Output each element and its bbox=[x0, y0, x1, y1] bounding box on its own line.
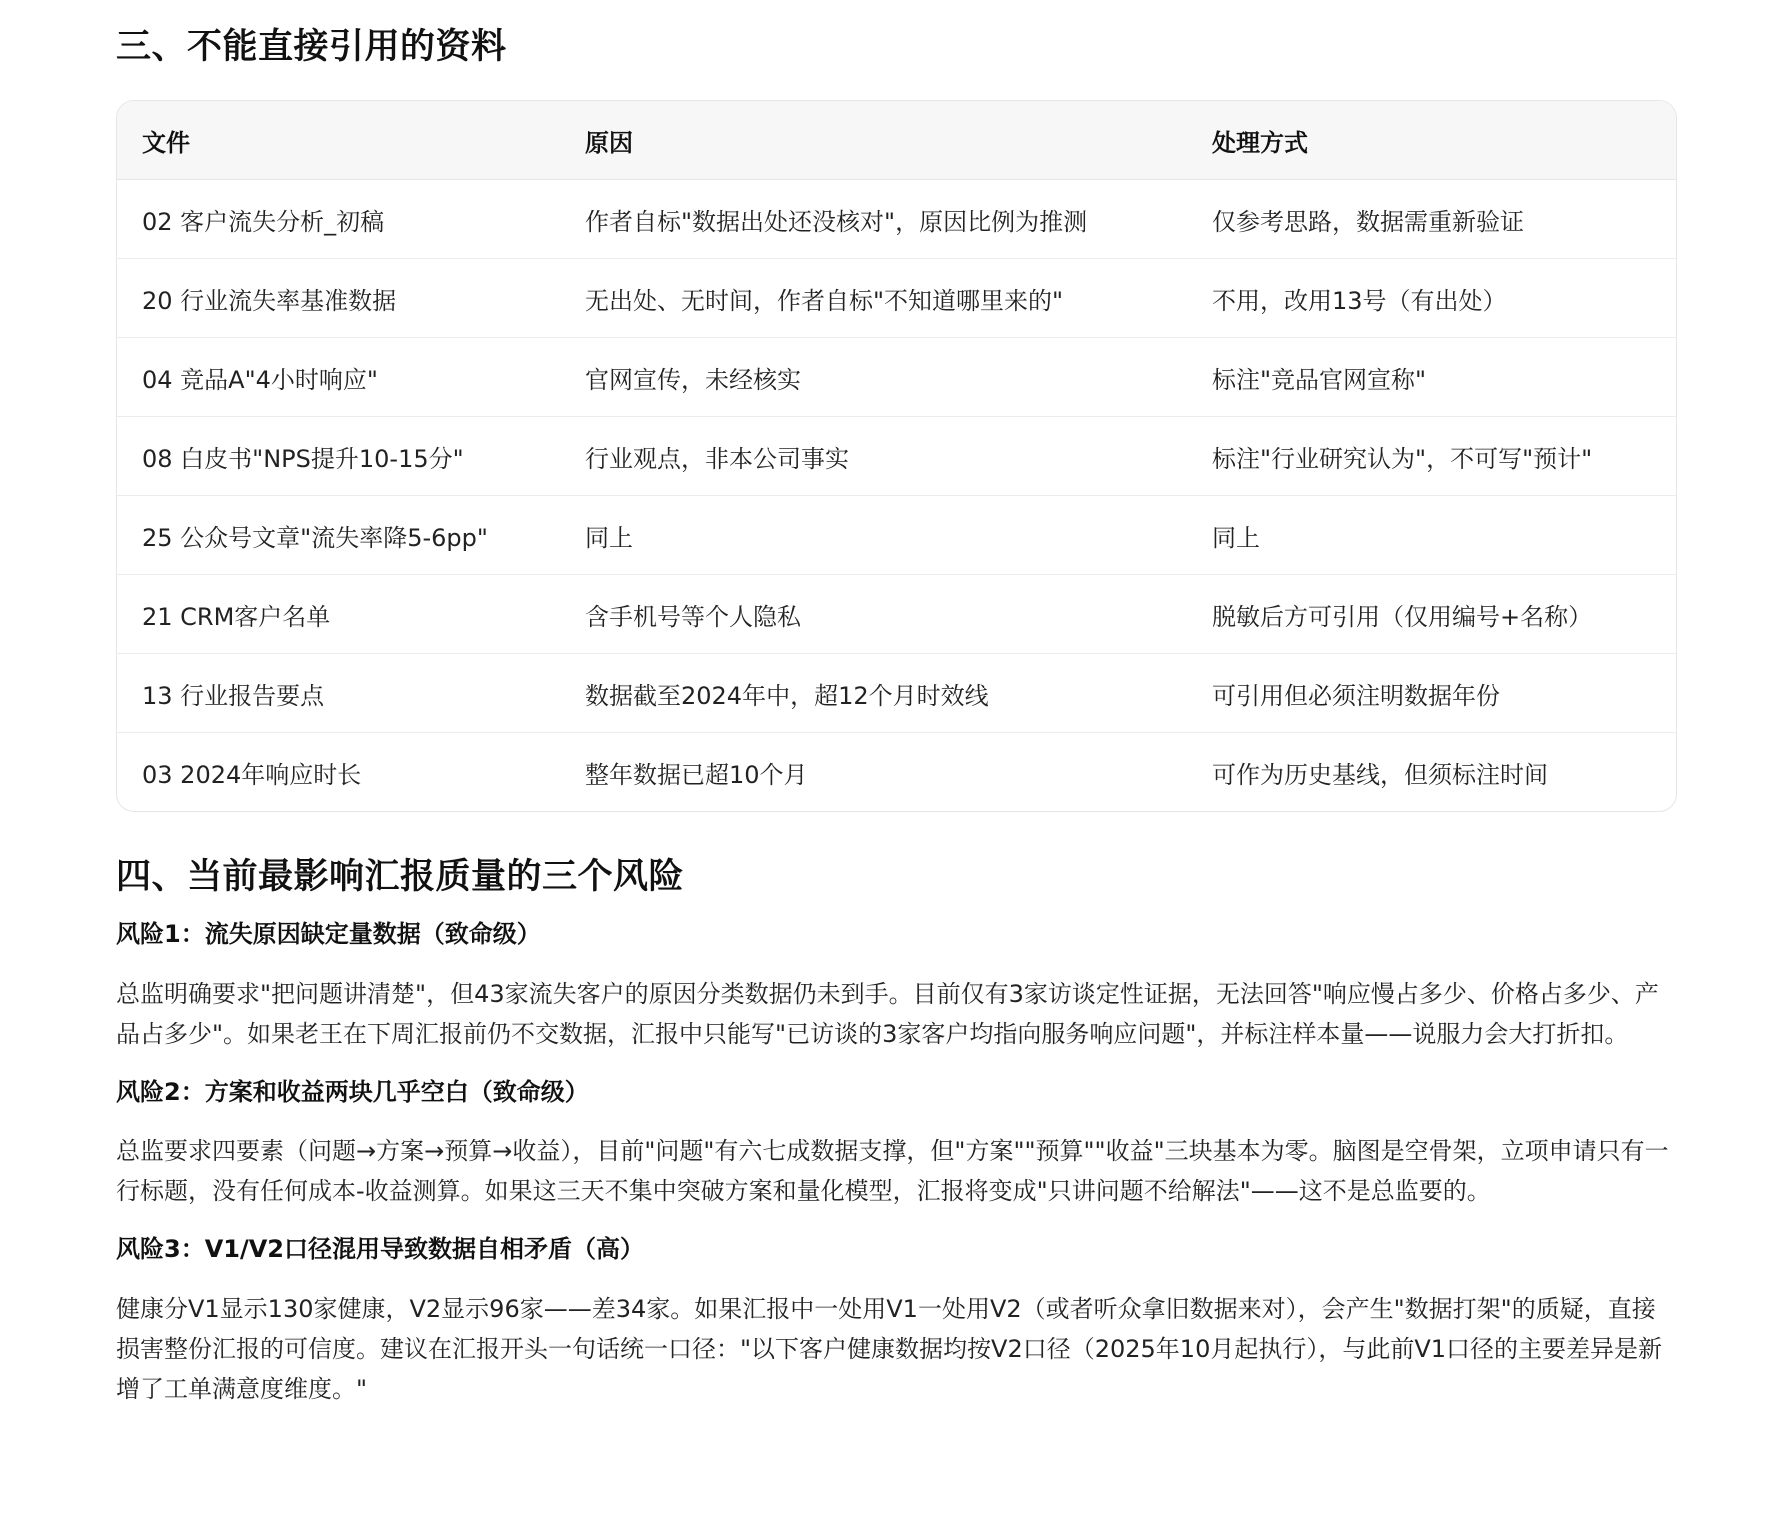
cell-file: 03 2024年响应时长 bbox=[142, 760, 362, 789]
table-row bbox=[117, 180, 1676, 259]
cell-reason: 数据截至2024年中，超12个月时效线 bbox=[560, 654, 1187, 733]
cell-handling: 同上 bbox=[1187, 496, 1676, 575]
column-header-reason: 原因 bbox=[560, 101, 1187, 180]
table-row bbox=[117, 259, 1676, 338]
cell-file: 08 白皮书"NPS提升10-15分" bbox=[117, 417, 560, 496]
restricted-materials-table-grid bbox=[117, 101, 1676, 811]
cell-handling: 可作为历史基线，但须标注时间 bbox=[1212, 760, 1548, 789]
cell-file: 21 CRM客户名单 bbox=[117, 575, 560, 654]
risk-1-heading: 风险1：流失原因缺定量数据（致命级） bbox=[116, 920, 541, 948]
cell-handling: 仅参考思路，数据需重新验证 bbox=[1187, 180, 1676, 259]
risk-2-body: 总监要求四要素（问题→方案→预算→收益），目前"问题"有六七成数据支撑，但"方案""预算""收益"三块基本为零。脑图是空骨架，立项申请只有一行标题，没有任何成本-收益测算。如果这三天不集中突破方案和量化模型，汇报将变成"只讲问题不给解法"——这不是总监要的。 bbox=[116, 1137, 1669, 1206]
restricted-materials-table bbox=[116, 100, 1677, 812]
risk-1-body: 总监明确要求"把问题讲清楚"，但43家流失客户的原因分类数据仍未到手。目前仅有3家访谈定性证据，无法回答"响应慢占多少、价格占多少、产品占多少"。如果老王在下周汇报前仍不交数据，汇报中只能写"已访谈的3家客户均指向服务响应问题"，并标注样本量——说服力会大打折扣。 bbox=[116, 979, 1659, 1048]
table-row bbox=[117, 575, 1676, 654]
column-header-file: 文件 bbox=[117, 101, 560, 180]
cell-file: 20 行业流失率基准数据 bbox=[117, 259, 560, 338]
cell-handling: 标注"行业研究认为"，不可写"预计" bbox=[1187, 417, 1676, 496]
cell-file: 25 公众号文章"流失率降5-6pp" bbox=[117, 496, 560, 575]
cell-handling: 标注"竞品官网宣称" bbox=[1187, 338, 1676, 417]
table-row bbox=[117, 496, 1676, 575]
cell-reason: 含手机号等个人隐私 bbox=[560, 575, 1187, 654]
section-3-title: 三、不能直接引用的资料 bbox=[116, 27, 507, 67]
section-4-title: 四、当前最影响汇报质量的三个风险 bbox=[116, 857, 685, 897]
cell-reason: 同上 bbox=[560, 496, 1187, 575]
cell-file: 04 竞品A"4小时响应" bbox=[117, 338, 560, 417]
column-header-handling: 处理方式 bbox=[1187, 101, 1676, 180]
cell-handling: 不用，改用13号（有出处） bbox=[1187, 259, 1676, 338]
cell-reason: 作者自标"数据出处还没核对"，原因比例为推测 bbox=[560, 180, 1187, 259]
cell-reason: 整年数据已超10个月 bbox=[585, 760, 808, 789]
cell-handling: 脱敏后方可引用（仅用编号+名称） bbox=[1187, 575, 1676, 654]
table-row bbox=[117, 338, 1676, 417]
cell-file: 02 客户流失分析_初稿 bbox=[117, 180, 560, 259]
cell-reason: 官网宣传，未经核实 bbox=[560, 338, 1187, 417]
table-row bbox=[117, 417, 1676, 496]
table-row bbox=[117, 654, 1676, 733]
section-4 bbox=[116, 856, 1675, 1409]
table-header-row bbox=[117, 101, 1676, 180]
cell-reason: 无出处、无时间，作者自标"不知道哪里来的" bbox=[560, 259, 1187, 338]
risk-3-body: 健康分V1显示130家健康，V2显示96家——差34家。如果汇报中一处用V1一处用V2（或者听众拿旧数据来对），会产生"数据打架"的质疑，直接损害整份汇报的可信度。建议在汇报开头一句话统一口径："以下客户健康数据均按V2口径（2025年10月起执行），与此前V1口径的主要差异是新增了工单满意度维度。" bbox=[116, 1294, 1663, 1403]
table-row bbox=[117, 733, 1676, 812]
cell-file: 13 行业报告要点 bbox=[117, 654, 560, 733]
risk-2-heading: 风险2：方案和收益两块几乎空白（致命级） bbox=[116, 1077, 589, 1106]
cell-handling: 可引用但必须注明数据年份 bbox=[1187, 654, 1676, 733]
risk-3-heading: 风险3：V1/V2口径混用导致数据自相矛盾（高） bbox=[116, 1235, 645, 1264]
cell-reason: 行业观点，非本公司事实 bbox=[560, 417, 1187, 496]
